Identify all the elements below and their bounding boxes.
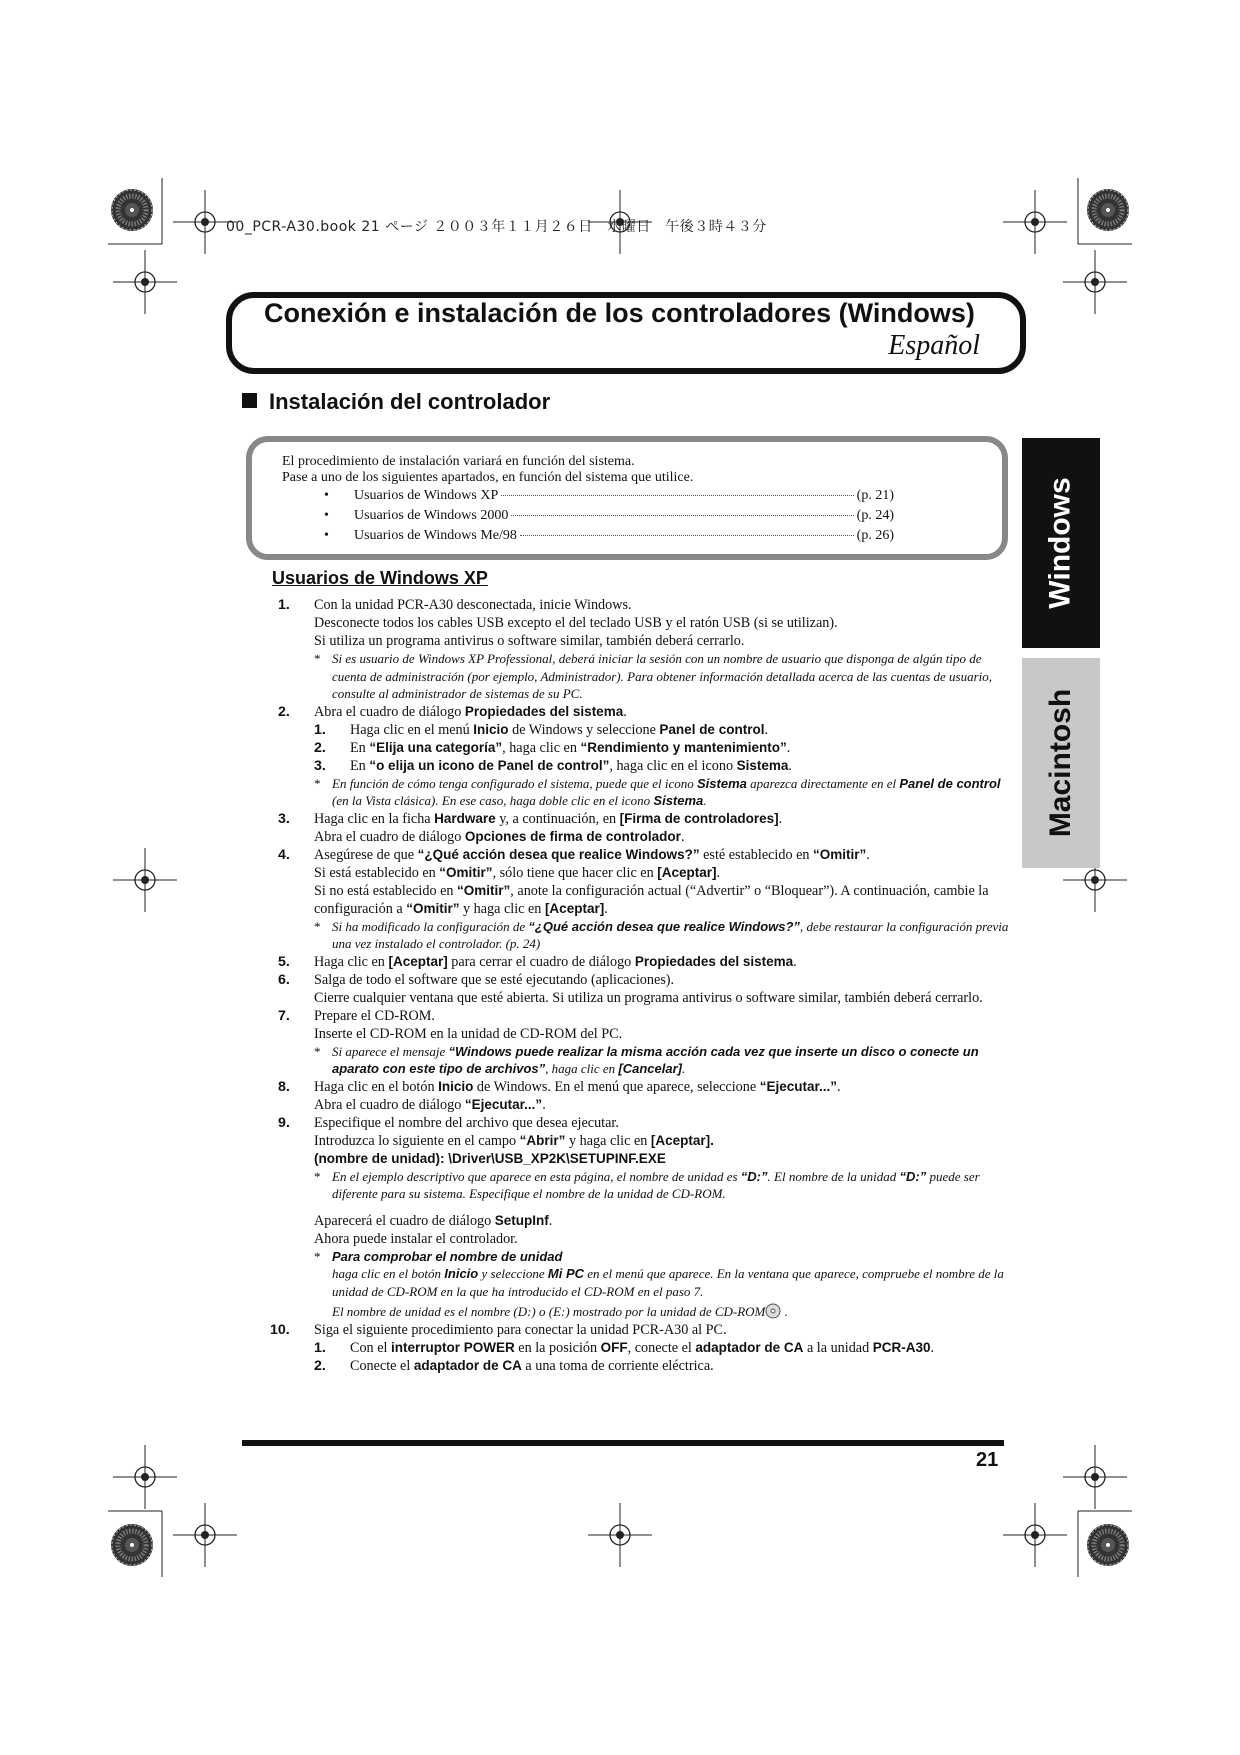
step-10: 10. Siga el siguiente procedimiento para conectar la unidad PCR-A30 al PC. 1. Con el interruptor POWER en la posición OFF, conecte el adaptador de CA a la unidad PCR-A30. 2. Conecte el adaptador de CA a una toma de corriente eléctrica. [272,1321,1012,1375]
substep: 1. Haga clic en el menú Inicio de Windows y seleccione Panel de control. [314,721,768,738]
reg-cross-icon [1003,1503,1067,1567]
toc-entry[interactable]: • Usuarios de Windows 2000 (p. 24) [324,508,894,523]
reg-target-icon [111,189,153,231]
intro-line: El procedimiento de instalación variará en función del sistema. [282,454,635,469]
reg-cross-icon [113,848,177,912]
note: haga clic en el botón Inicio y seleccione Mi PC en el menú que aparece. En la ventana que aparece, compruebe el nombre de la unidad de CD-ROM en la que ha introducido el CD-ROM en el paso 7. [332,1266,1004,1299]
page-language: Español [888,330,980,361]
command-text: (nombre de unidad): \Driver\USB_XP2K\SETUPINF.EXE [314,1150,666,1166]
reg-target-icon [111,1524,153,1566]
step-3: 3. Haga clic en la ficha Hardware y, a continuación, en [Firma de controladores]. Abra el cuadro de diálogo Opciones de firma de controlador. [278,810,783,845]
step-5: 5. Haga clic en [Aceptar] para cerrar el cuadro de diálogo Propiedades del sistema. [278,953,797,970]
intro-line: Pase a uno de los siguientes apartados, en función del sistema que utilice. [282,470,694,485]
note: El nombre de unidad es el nombre (D:) o (E:) mostrado por la unidad de CD-ROM . [332,1304,788,1319]
note: * En función de cómo tenga configurado el sistema, puede que el icono Sistema aparezca directamente en el Panel de control (en la Vista clásica). En ese caso, haga doble clic en el icono Sistema. [314,775,1001,808]
section-heading: Instalación del controlador [242,389,550,415]
square-bullet-icon [242,393,257,408]
cd-rom-icon [765,1303,781,1319]
tab-windows[interactable]: Windows [1022,438,1100,648]
steps-list [272,596,1012,1375]
bullet-icon: • [324,508,329,523]
toc-entry[interactable]: • Usuarios de Windows XP (p. 21) [324,488,894,503]
step-4: 4. Asegúrese de que “¿Qué acción desea que realice Windows?” esté establecido en “Omitir”. Si está establecido en “Omitir”, sólo tiene que hacer clic en [Aceptar]. Si no está establecido en “Omitir”, anote la configuración actual (“Advertir” o “Bloquear”). A continuación, cambie la configuración a “Omitir” y haga clic en [Aceptar]. * Si ha modificado la configuración de “¿Qué acción desea que realice Windows?”, debe restaurar la configuración previa una vez instalado el controlador. (p. 24) [272,846,1012,953]
note: * Si aparece el mensaje “Windows puede realizar la misma acción cada vez que inserte un disco o conecte un aparato con este tipo de archivos”, haga clic en [Cancelar]. [314,1043,979,1076]
step-2: 2. Abra el cuadro de diálogo Propiedades del sistema. 1. Haga clic en el menú Inicio de Windows y seleccione Panel de control. 2. En “Elija una categoría”, haga clic en “Rendimiento y mantenimiento”. 3. En “o elija un icono de Panel de control”, haga clic en el icono Sistema. * En función de cómo tenga configurado el sistema, puede que el icono Sistema aparezca directamente en el Panel de control (en la Vista clásica). En ese caso, haga doble clic en el icono Sistema. [272,703,1012,810]
reg-target-icon [1087,1524,1129,1566]
reg-cross-icon [173,1503,237,1567]
reg-cross-icon [1063,250,1127,314]
page-number: 21 [976,1449,999,1471]
note: * Para comprobar el nombre de unidad [314,1248,563,1264]
bullet-icon: • [324,528,329,543]
tab-macintosh[interactable]: Macintosh [1022,658,1100,868]
note: * Si ha modificado la configuración de “¿Qué acción desea que realice Windows?”, debe restaurar la configuración previa una vez instalado el controlador. (p. 24) [314,918,1009,951]
note: * Si es usuario de Windows XP Professional, deberá iniciar la sesión con un nombre de usuario que disponga de algún tipo de cuenta de administración (por ejemplo, Administrador). Para obtener información detallada acerca de las cuentas de usuario, consulte al administrador de sistemas de su PC. [314,651,993,701]
reg-cross-icon [1003,190,1067,254]
step-9: 9. Especifique el nombre del archivo que desea ejecutar. Introduzca lo siguiente en el campo “Abrir” y haga clic en [Aceptar]. (nombre de unidad): \Driver\USB_XP2K\SETUPINF.EXE * En el ejemplo descriptivo que aparece en esta página, el nombre de unidad es “D:”. El nombre de la unidad “D:” puede ser diferente para su sistema. Especifique el nombre de la unidad de CD-ROM. Aparecerá el cuadro de diálogo SetupInf. Ahora puede instalar el controlador. * Para comprobar el nombre de unidad haga clic en el botón Inicio y seleccione Mi PC en el menú que aparece. En la ventana que aparece, compruebe el nombre de la unidad de CD-ROM en la que ha introducido el CD-ROM en el paso 7. El nombre de unidad es el nombre (D:) o (E:) mostrado por la unidad de CD-ROM . [272,1114,1012,1321]
substep: 2. Conecte el adaptador de CA a una toma de corriente eléctrica. [314,1357,714,1374]
step-7: 7. Prepare el CD-ROM. Inserte el CD-ROM en la unidad de CD-ROM del PC. * Si aparece el mensaje “Windows puede realizar la misma acción cada vez que inserte un disco o conecte un aparato con este tipo de archivos”, haga clic en [Cancelar]. [272,1007,1012,1078]
bullet-icon: • [324,488,329,503]
page-title: Conexión e instalación de los controladores (Windows) [264,298,975,328]
reg-cross-icon [113,250,177,314]
substep: 1. Con el interruptor POWER en la posición OFF, conecte el adaptador de CA a la unidad PCR-A30. [314,1339,935,1356]
reg-cross-icon [588,1503,652,1567]
step-1: 1. Con la unidad PCR-A30 desconectada, inicie Windows. Desconecte todos los cables USB excepto el del teclado USB y el ratón USB (si se utilizan). Si utiliza un programa antivirus o software similar, también deberá cerrarlo. * Si es usuario de Windows XP Professional, deberá iniciar la sesión con un nombre de usuario que disponga de algún tipo de cuenta de administración (por ejemplo, Administrador). Para obtener información detallada acerca de las cuentas de usuario, consulte al administrador de sistemas de su PC. [272,596,1012,703]
note: * En el ejemplo descriptivo que aparece en esta página, el nombre de unidad es “D:”. El nombre de la unidad “D:” puede ser diferente para su sistema. Especifique el nombre de la unidad de CD-ROM. [314,1168,980,1201]
subheading: Usuarios de Windows XP [272,568,488,588]
intro-box [246,436,1008,560]
step-8: 8. Haga clic en el botón Inicio de Windows. En el menú que aparece, seleccione “Ejecutar...”. Abra el cuadro de diálogo “Ejecutar...”. [278,1078,841,1113]
step-6: 6. Salga de todo el software que se esté ejecutando (aplicaciones). Cierre cualquier ventana que esté abierta. Si utiliza un programa antivirus o software similar, también deberá cerrarlo. [278,971,983,1006]
reg-cross-icon [1063,1445,1127,1509]
footer-rule [242,1440,1004,1446]
substep: 2. En “Elija una categoría”, haga clic en “Rendimiento y mantenimiento”. [314,739,791,756]
book-header: 00_PCR-A30.book 21 ページ ２００３年１１月２６日 水曜日 午後３時４３分 [226,219,767,235]
reg-target-icon [1087,189,1129,231]
toc-entry[interactable]: • Usuarios de Windows Me/98 (p. 26) [324,528,894,543]
substep: 3. En “o elija un icono de Panel de control”, haga clic en el icono Sistema. [314,757,792,774]
reg-cross-icon [113,1445,177,1509]
